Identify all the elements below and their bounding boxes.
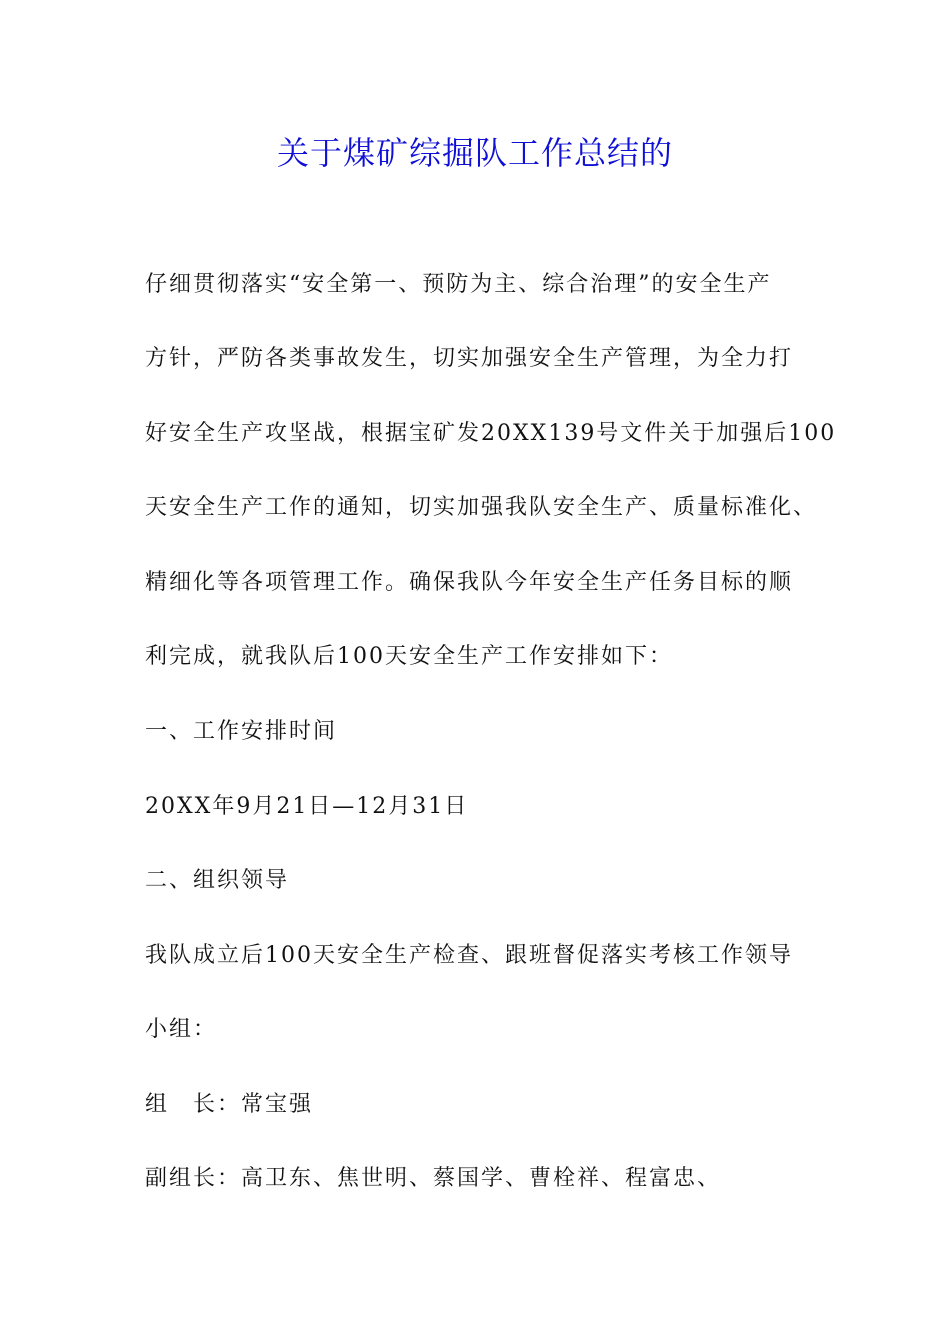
deputy-leaders-line: 副组长：高卫东、焦世明、蔡国学、曹栓祥、程富忠、: [145, 1166, 722, 1191]
paragraph-line: 精细化等各项管理工作。确保我队今年安全生产任务目标的顺: [145, 570, 794, 595]
paragraph-line: 我队成立后100天安全生产检查、跟班督促落实考核工作领导: [145, 943, 793, 968]
paragraph-line: 小组：: [145, 1017, 218, 1042]
paragraph-line: 好安全生产攻坚战，根据宝矿发20XX139号文件关于加强后100: [145, 421, 837, 446]
section-heading-leadership: 二、组织领导: [145, 868, 290, 893]
paragraph-line: 仔细贯彻落实“安全第一、预防为主、综合治理”的安全生产: [145, 272, 772, 297]
paragraph-line: 天安全生产工作的通知，切实加强我队安全生产、质量标准化、: [145, 495, 818, 520]
paragraph-line: 利完成，就我队后100天安全生产工作安排如下：: [145, 644, 673, 669]
section-heading-schedule: 一、工作安排时间: [145, 719, 338, 744]
group-leader-line: 组 长：常宝强: [145, 1092, 314, 1117]
schedule-date-range: 20XX年9月21日—12月31日: [145, 794, 469, 819]
paragraph-line: 方针，严防各类事故发生，切实加强安全生产管理，为全力打: [145, 346, 794, 371]
document-title: 关于煤矿综掘队工作总结的: [276, 134, 673, 172]
